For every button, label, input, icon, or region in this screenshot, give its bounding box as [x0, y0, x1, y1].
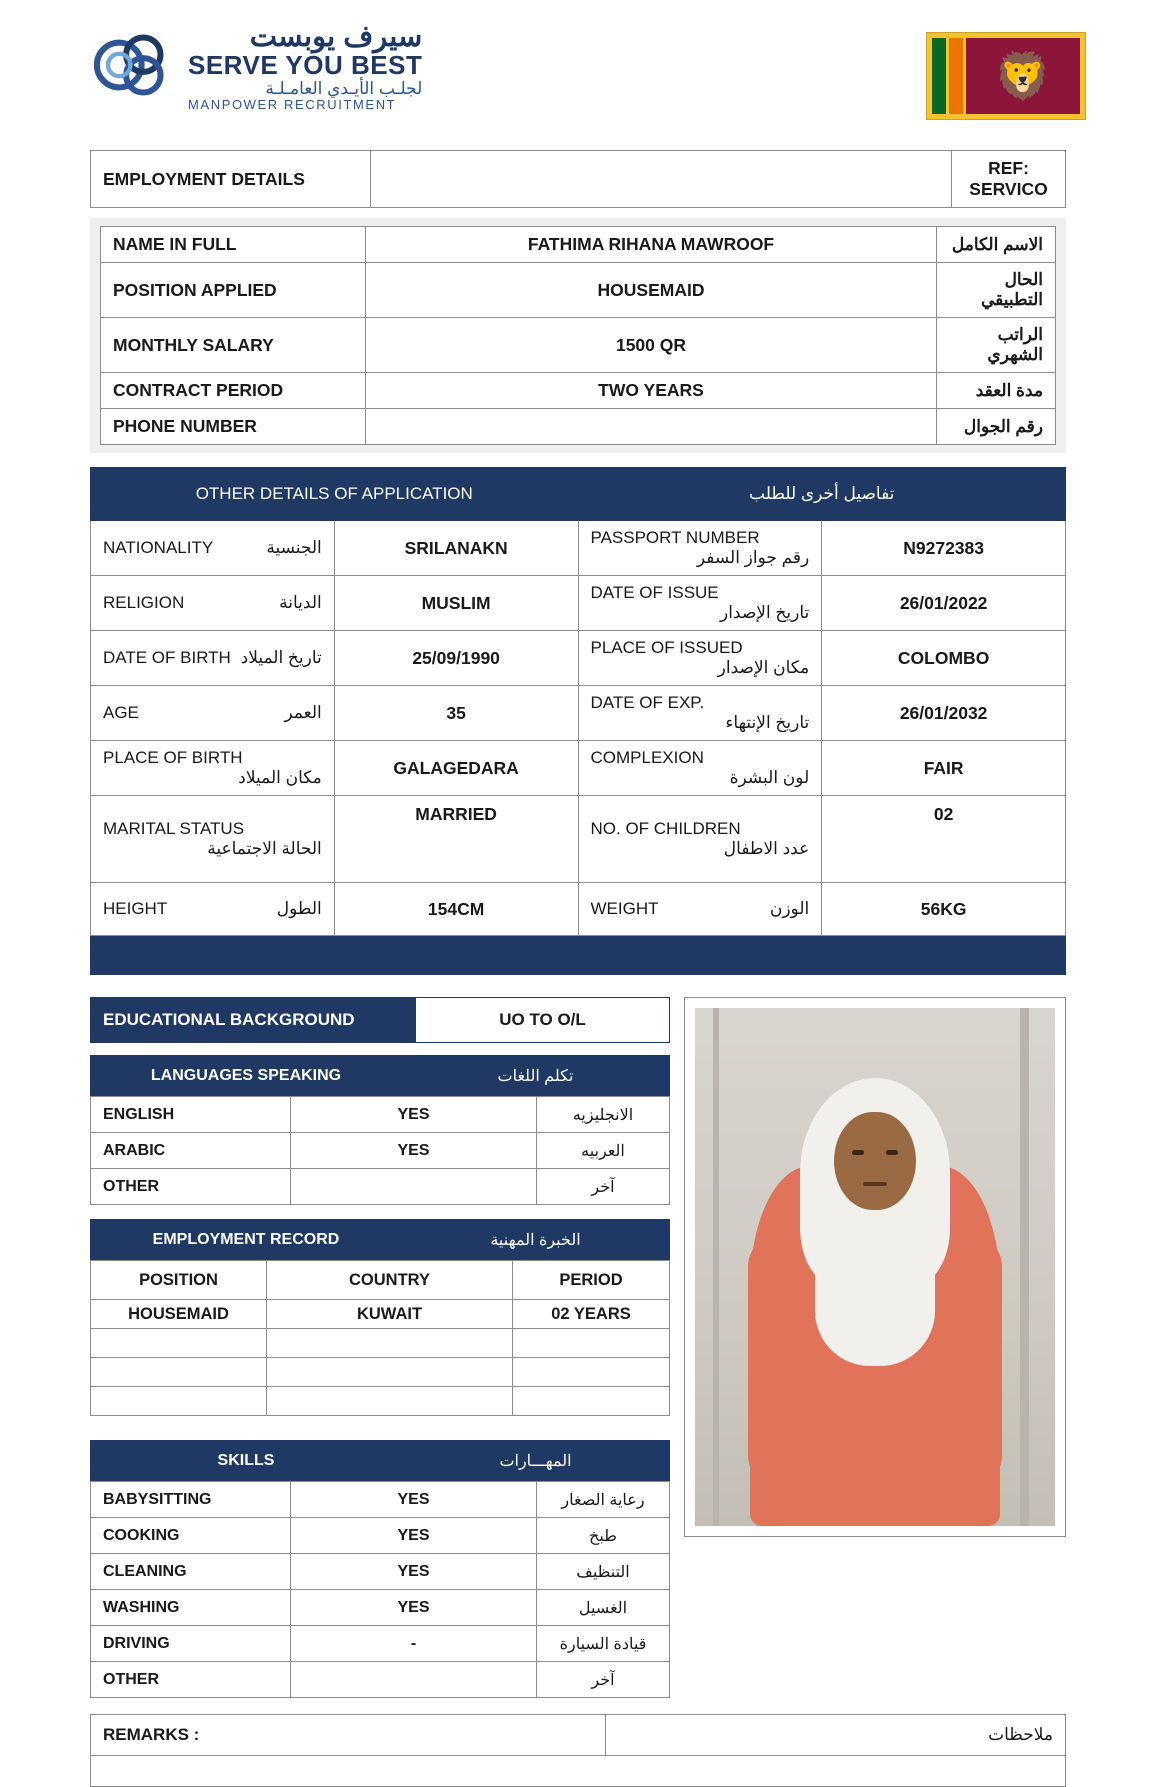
employment-header-spacer [371, 151, 952, 208]
table-row [91, 1626, 670, 1662]
record-country [267, 1387, 513, 1416]
record-country: KUWAIT [267, 1300, 513, 1329]
field-label [91, 521, 335, 576]
field-label-en: RELIGION [103, 593, 185, 612]
table-row [91, 883, 1066, 936]
table-row [91, 1756, 1066, 1787]
field-value: FAIR [822, 741, 1066, 796]
section-divider-bar [91, 936, 1066, 975]
photo-eye-left [852, 1150, 864, 1155]
employment-details-table [100, 226, 1056, 445]
field-label-ar: الحالة الاجتماعية [207, 839, 322, 858]
field-value: 56KG [822, 883, 1066, 936]
column-header: COUNTRY [267, 1261, 513, 1300]
field-label [578, 741, 822, 796]
languages-table [90, 1055, 670, 1096]
field-value: N9272383 [822, 521, 1066, 576]
remarks-table [90, 1714, 1066, 1787]
skill-arabic: قيادة السيارة [537, 1626, 670, 1662]
field-value: 25/09/1990 [334, 631, 578, 686]
table-row [91, 631, 1066, 686]
photo-mouth [863, 1182, 887, 1186]
field-value: 02 [822, 796, 1066, 883]
flag-stripe-orange [949, 38, 963, 114]
table-row [91, 1300, 670, 1329]
sri-lanka-flag-icon [926, 32, 1086, 120]
table-row [91, 1169, 670, 1205]
row-arabic-label: رقم الجوال [937, 409, 1056, 445]
skills-table [90, 1481, 670, 1698]
record-position: HOUSEMAID [91, 1300, 267, 1329]
field-value: SRILANAKN [334, 521, 578, 576]
skill-arabic: الغسيل [537, 1590, 670, 1626]
row-value: TWO YEARS [366, 373, 937, 409]
employment-details-header [90, 150, 1066, 208]
language-value: YES [291, 1097, 537, 1133]
field-label-en: NO. OF CHILDREN [590, 819, 741, 838]
row-arabic-label: مدة العقد [937, 373, 1056, 409]
table-row [91, 741, 1066, 796]
field-label [91, 576, 335, 631]
row-value: FATHIMA RIHANA MAWROOF [366, 227, 937, 263]
table-row [91, 1097, 670, 1133]
skill-value: YES [291, 1518, 537, 1554]
table-row [91, 1387, 670, 1416]
table-row [101, 318, 1056, 373]
other-details-table [90, 467, 1066, 975]
record-country [267, 1329, 513, 1358]
employment-record-table [90, 1260, 670, 1416]
skill-value: YES [291, 1554, 537, 1590]
flag-stripes [927, 33, 963, 119]
row-label: POSITION APPLIED [101, 263, 366, 318]
photo-sleeve-right [940, 1236, 1002, 1486]
education-title: EDUCATIONAL BACKGROUND [91, 998, 416, 1043]
languages-rows-table [90, 1096, 670, 1205]
field-label-en: HEIGHT [103, 899, 168, 918]
table-row [101, 409, 1056, 445]
remarks-label: REMARKS : [91, 1715, 606, 1756]
record-position [91, 1329, 267, 1358]
language-arabic: آخر [537, 1169, 670, 1205]
field-label-en: MARITAL STATUS [103, 819, 245, 838]
logo-knot-icon [90, 22, 176, 108]
field-label-en: PASSPORT NUMBER [590, 528, 760, 547]
skill-value [291, 1662, 537, 1698]
skills-title-ar: المهـــارات [402, 1441, 670, 1481]
language-arabic: الانجليزيه [537, 1097, 670, 1133]
skills-header-table [90, 1440, 670, 1481]
table-row [101, 373, 1056, 409]
skill-label: BABYSITTING [91, 1482, 291, 1518]
education-table [90, 997, 670, 1043]
table-row [91, 1220, 670, 1260]
document-header [0, 0, 1156, 150]
field-value: 35 [334, 686, 578, 741]
field-label-en: PLACE OF BIRTH [103, 748, 243, 767]
skill-label: DRIVING [91, 1626, 291, 1662]
field-label [91, 741, 335, 796]
field-value: GALAGEDARA [334, 741, 578, 796]
table-row [91, 1590, 670, 1626]
row-label: NAME IN FULL [101, 227, 366, 263]
field-value: 26/01/2032 [822, 686, 1066, 741]
table-row [91, 576, 1066, 631]
record-period [513, 1387, 670, 1416]
photo-sleeve-left [748, 1236, 810, 1486]
employment-details-title: EMPLOYMENT DETAILS [91, 151, 371, 208]
skill-label: CLEANING [91, 1554, 291, 1590]
flag-lion-icon: 🦁 [994, 50, 1052, 102]
field-label-ar: الطول [276, 899, 322, 918]
field-label [578, 576, 822, 631]
field-label-en: DATE OF EXP. [590, 693, 705, 712]
table-row [91, 1056, 670, 1096]
other-details-title-en: OTHER DETAILS OF APPLICATION [91, 468, 579, 521]
field-label-en: DATE OF BIRTH [103, 648, 231, 667]
languages-title-ar: تكلم اللغات [402, 1056, 670, 1096]
logo-english-subtitle: MANPOWER RECRUITMENT [188, 96, 397, 112]
employment-details-panel [90, 218, 1066, 453]
table-row [91, 1482, 670, 1518]
skill-value: - [291, 1626, 537, 1662]
field-value: 154CM [334, 883, 578, 936]
employment-record-columns [91, 1261, 670, 1300]
row-label: PHONE NUMBER [101, 409, 366, 445]
record-period [513, 1329, 670, 1358]
skill-label: WASHING [91, 1590, 291, 1626]
field-label-en: PLACE OF ISSUED [590, 638, 743, 657]
field-label-ar: العمر [284, 703, 322, 722]
field-label-ar: عدد الاطفال [723, 839, 810, 858]
field-label-en: COMPLEXION [590, 748, 704, 767]
field-label-ar: الوزن [769, 899, 810, 918]
field-label-ar: لون البشرة [729, 768, 810, 787]
photo-person [745, 1086, 1005, 1526]
field-label-ar: رقم جواز السفر [696, 548, 810, 567]
field-label-ar: الجنسية [266, 538, 322, 557]
remarks-value[interactable] [91, 1756, 1066, 1787]
field-value: MARRIED [334, 796, 578, 883]
flag-maroon-field [966, 38, 1080, 114]
row-arabic-label: الاسم الكامل [937, 227, 1056, 263]
row-label: MONTHLY SALARY [101, 318, 366, 373]
column-header: PERIOD [513, 1261, 670, 1300]
field-label [578, 631, 822, 686]
languages-title-en: LANGUAGES SPEAKING [91, 1056, 402, 1096]
employment-record-title-ar: الخبرة المهنية [402, 1220, 670, 1260]
field-label [578, 796, 822, 883]
table-row [91, 1329, 670, 1358]
skills-title-en: SKILLS [91, 1441, 402, 1481]
lower-left-column [90, 997, 670, 1698]
field-label-en: WEIGHT [590, 899, 659, 918]
lower-section [90, 997, 1066, 1698]
table-row [91, 151, 1066, 208]
table-row [91, 686, 1066, 741]
employment-record-title-en: EMPLOYMENT RECORD [91, 1220, 402, 1260]
field-label [578, 521, 822, 576]
field-label-ar: مكان الإصدار [717, 658, 810, 677]
table-row [101, 227, 1056, 263]
remarks-arabic-label: ملاحظات [606, 1715, 1066, 1756]
table-row [91, 1518, 670, 1554]
row-arabic-label: الراتب الشهري [937, 318, 1056, 373]
logo-arabic-subtitle: لجلـب الأيـدي العامـلـة [265, 78, 423, 98]
table-row [91, 1133, 670, 1169]
column-header: POSITION [91, 1261, 267, 1300]
language-label: ARABIC [91, 1133, 291, 1169]
table-row [91, 521, 1066, 576]
education-value: UO TO O/L [416, 998, 670, 1043]
skill-label: COOKING [91, 1518, 291, 1554]
employment-record-header-table [90, 1219, 670, 1260]
skill-arabic: رعاية الصغار [537, 1482, 670, 1518]
logo-text-block [188, 18, 422, 111]
photo-wall-line-left [713, 1008, 719, 1526]
field-label-en: DATE OF ISSUE [590, 583, 719, 602]
record-period [513, 1358, 670, 1387]
employment-header-table [90, 150, 1066, 208]
other-details-header-row [91, 468, 1066, 521]
table-row [91, 1441, 670, 1481]
field-value: COLOMBO [822, 631, 1066, 686]
table-row [91, 1662, 670, 1698]
language-label: OTHER [91, 1169, 291, 1205]
record-position [91, 1358, 267, 1387]
row-value: 1500 QR [366, 318, 937, 373]
row-value [366, 409, 937, 445]
field-label [578, 883, 822, 936]
field-label-en: AGE [103, 703, 139, 722]
row-arabic-label: الحال التطبيقي [937, 263, 1056, 318]
table-row [91, 1358, 670, 1387]
record-period: 02 YEARS [513, 1300, 670, 1329]
field-label [91, 883, 335, 936]
reference-label: REF: SERVICO [952, 151, 1066, 208]
field-label [91, 631, 335, 686]
applicant-photo [695, 1008, 1055, 1526]
other-details-title-ar: تفاصيل أخرى للطلب [578, 468, 1066, 521]
table-row [91, 936, 1066, 975]
remarks-section [90, 1714, 1066, 1787]
table-row [91, 1715, 1066, 1756]
language-arabic: العربيه [537, 1133, 670, 1169]
skill-label: OTHER [91, 1662, 291, 1698]
skill-value: YES [291, 1482, 537, 1518]
field-label-ar: تاريخ الميلاد [240, 648, 322, 667]
skill-arabic: طبخ [537, 1518, 670, 1554]
skill-arabic: آخر [537, 1662, 670, 1698]
language-value [291, 1169, 537, 1205]
skill-arabic: التنظيف [537, 1554, 670, 1590]
other-details-section [90, 467, 1066, 975]
language-value: YES [291, 1133, 537, 1169]
field-value: MUSLIM [334, 576, 578, 631]
table-row [91, 1554, 670, 1590]
photo-eye-right [886, 1150, 898, 1155]
logo-arabic-title: سيرف يوبست [249, 21, 423, 53]
field-label-ar: مكان الميلاد [238, 768, 322, 787]
field-label-ar: تاريخ الإصدار [719, 603, 810, 622]
skill-value: YES [291, 1590, 537, 1626]
field-label [578, 686, 822, 741]
row-label: CONTRACT PERIOD [101, 373, 366, 409]
field-label-ar: الديانة [279, 593, 322, 612]
field-label-ar: تاريخ الإنتهاء [725, 713, 810, 732]
language-label: ENGLISH [91, 1097, 291, 1133]
table-row [101, 263, 1056, 318]
photo-face [834, 1112, 916, 1210]
logo-english-title: SERVE YOU BEST [188, 50, 423, 81]
field-label [91, 796, 335, 883]
field-value: 26/01/2022 [822, 576, 1066, 631]
field-label [91, 686, 335, 741]
field-label-en: NATIONALITY [103, 538, 214, 557]
flag-stripe-green [932, 38, 946, 114]
record-country [267, 1358, 513, 1387]
record-position [91, 1387, 267, 1416]
row-value: HOUSEMAID [366, 263, 937, 318]
photo-wall-line-right [1020, 1008, 1029, 1526]
applicant-photo-box [684, 997, 1066, 1537]
table-row [91, 998, 670, 1043]
table-row [91, 796, 1066, 883]
